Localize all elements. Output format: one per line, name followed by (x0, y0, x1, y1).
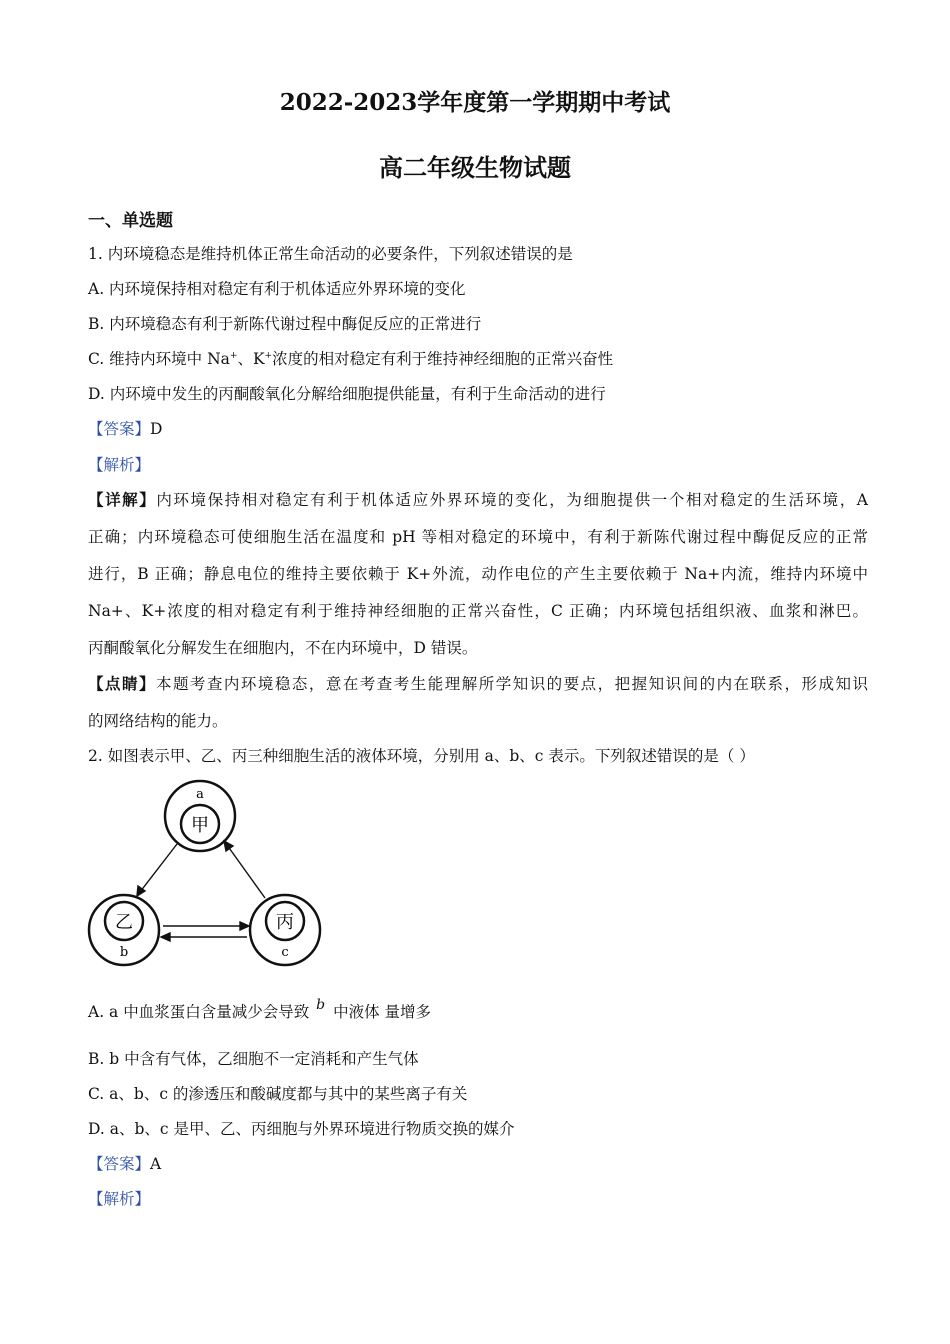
q1-comment-line-1 (88, 672, 868, 694)
fluid-label-a: a (196, 787, 204, 802)
q2-option-d: D. a、b、c 是甲、乙、丙细胞与外界环境进行物质交换的媒介 (88, 1120, 515, 1138)
section-heading: 一、单选题 (88, 211, 173, 231)
q1-option-c-mid: 、K (237, 350, 265, 368)
arrow-c-to-a (227, 845, 265, 898)
answer-value: D (150, 420, 163, 438)
q2-option-a-pre: A. a 中血浆蛋白含量减少会导致 (88, 1003, 310, 1021)
fluid-label-b: b (119, 945, 129, 960)
arrow-head-c-to-a (224, 841, 233, 851)
q2-stem: 2. 如图表示甲、乙、丙三种细胞生活的液体环境，分别用 a、b、c 表示。下列叙述错误的是（ ） (88, 747, 755, 765)
fluid-label-c: c (281, 945, 289, 960)
q1-option-b: B. 内环境稳态有利于新陈代谢过程中酶促反应的正常进行 (88, 315, 482, 333)
q1-option-a: A. 内环境保持相对稳定有利于机体适应外界环境的变化 (88, 280, 466, 298)
diagram-arrows (137, 841, 265, 941)
q1-option-d: D. 内环境中发生的丙酮酸氧化分解给细胞提供能量，有利于生命活动的进行 (88, 385, 606, 403)
cell-right-group (250, 895, 320, 965)
q1-comment-line-2: 的网络结构的能力。 (88, 712, 228, 730)
exam-subtitle: 高二年级生物试题 (379, 153, 571, 182)
q1-option-c-sup1: + (229, 350, 238, 361)
q1-detail-line-5: 丙酮酸氧化分解发生在细胞内，不在内环境中，D 错误。 (88, 639, 478, 657)
q1-option-c (88, 347, 868, 369)
comment-tag: 【点睛】 (88, 674, 156, 693)
q2-option-a-var: b (316, 997, 326, 1013)
q2-option-b: B. b 中含有气体，乙细胞不一定消耗和产生气体 (88, 1050, 419, 1068)
cell-label-right: 丙 (276, 912, 294, 933)
q2-option-c: C. a、b、c 的渗透压和酸碱度都与其中的某些离子有关 (88, 1085, 468, 1103)
q1-stem: 1. 内环境稳态是维持机体正常生命活动的必要条件，下列叙述错误的是 (88, 245, 573, 263)
fluid-environment-diagram (85, 775, 325, 970)
q2-answer-value: A (150, 1155, 162, 1173)
exam-title: 2022-2023学年度第一学期期中考试 (279, 89, 671, 116)
cell-left-group (89, 895, 159, 965)
q1-detail-line-3: 进行，B 正确；静息电位的维持主要依赖于 K+外流，动作电位的产生主要依赖于 Na+内流，维持内环境中 (88, 565, 868, 583)
q2-answer-tag: 【答案】 (88, 1155, 151, 1173)
detail-tag: 【详解】 (88, 490, 157, 509)
cell-label-left: 乙 (115, 912, 133, 933)
cell-label-top: 甲 (191, 815, 209, 836)
q2-analysis-tag: 【解析】 (88, 1190, 151, 1208)
q2-option-a (88, 997, 868, 1022)
q1-option-c-sup2: + (264, 350, 273, 361)
arrow-a-to-b (140, 844, 177, 892)
q1-detail-line-4: Na+、K+浓度的相对稳定有利于维持神经细胞的正常兴奋性，C 正确；内环境包括组织液、血浆和淋巴。 (88, 602, 868, 620)
q1-option-c-pre: C. 维持内环境中 Na (88, 350, 230, 368)
answer-tag: 【答案】 (88, 420, 151, 438)
q2-answer (88, 1152, 868, 1174)
detail-text-1: 内环境保持相对稳定有利于机体适应外界环境的变化，为细胞提供一个相对稳定的生活环境，A (156, 491, 868, 509)
q1-detail-line-1 (88, 488, 868, 510)
arrow-head-c-to-b (161, 933, 170, 941)
q1-detail-line-2: 正确；内环境稳态可使细胞生活在温度和 pH 等相对稳定的环境中，有利于新陈代谢过程中酶促反应的正常 (88, 528, 868, 546)
q2-option-a-post: 中液体 量增多 (333, 1003, 432, 1021)
comment-text-1: 本题考查内环境稳态，意在考查考生能理解所学知识的要点，把握知识间的内在联系，形成知识 (155, 675, 868, 693)
q1-analysis-tag: 【解析】 (88, 456, 151, 474)
q1-answer (88, 417, 868, 439)
q1-option-c-post: 浓度的相对稳定有利于维持神经细胞的正常兴奋性 (272, 350, 614, 368)
arrow-head-b-to-c (240, 922, 249, 930)
